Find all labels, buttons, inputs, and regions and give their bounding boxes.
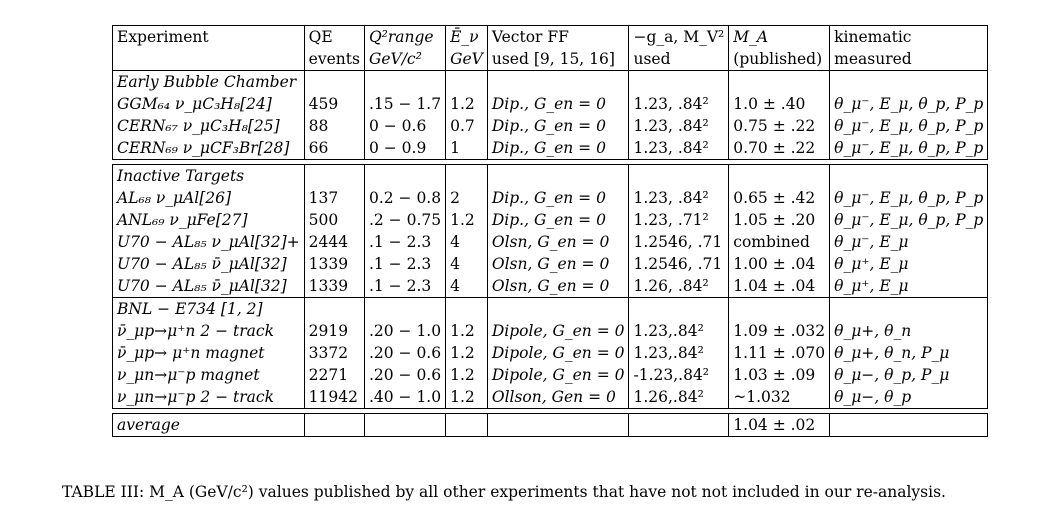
cell-ma: 0.75 ± .22 bbox=[729, 115, 830, 137]
cell-experiment: ANL₆₉ ν_μFe[27] bbox=[113, 209, 305, 231]
cell-q2range: 0.2 − 0.8 bbox=[364, 187, 445, 209]
header-ma-sub: (published) bbox=[729, 48, 830, 71]
cell-kinematic: θ_μ⁺, E_μ bbox=[830, 253, 988, 275]
cell-kinematic: θ_μ⁺, E_μ bbox=[830, 275, 988, 298]
cell-experiment: ν_μn→μ⁻p magnet bbox=[113, 364, 305, 386]
header-experiment: Experiment bbox=[113, 26, 305, 49]
table-row bbox=[113, 275, 988, 298]
table-row bbox=[113, 231, 988, 253]
table-row bbox=[113, 137, 988, 160]
header-experiment-sub bbox=[113, 48, 305, 71]
cell-q2range: 0 − 0.9 bbox=[364, 137, 445, 160]
cell-qe-events: 2271 bbox=[304, 364, 364, 386]
cell-ma: 0.70 ± .22 bbox=[729, 137, 830, 160]
cell-ga-mv: 1.23, .84² bbox=[629, 115, 729, 137]
header-vector-ff: Vector FF bbox=[487, 26, 629, 49]
cell-q2range: .15 − 1.7 bbox=[364, 93, 445, 115]
cell-kinematic: θ_μ⁻, E_μ, θ_p, P_p bbox=[830, 93, 988, 115]
table-row bbox=[113, 115, 988, 137]
cell-energy: 1 bbox=[446, 137, 488, 160]
cell-energy: 1.2 bbox=[446, 342, 488, 364]
header-kinematic: kinematic bbox=[830, 26, 988, 49]
section-title-row bbox=[113, 71, 988, 94]
cell-ma: 1.11 ± .070 bbox=[729, 342, 830, 364]
cell-energy: 4 bbox=[446, 275, 488, 298]
header-q2range-sub: GeV/c² bbox=[364, 48, 445, 71]
header-ga-mv-sub: used bbox=[629, 48, 729, 71]
cell-qe-events: 2444 bbox=[304, 231, 364, 253]
average-label: average bbox=[113, 414, 305, 437]
header-row-2 bbox=[113, 48, 988, 71]
cell-q2range: .1 − 2.3 bbox=[364, 253, 445, 275]
cell-q2range: .20 − 1.0 bbox=[364, 320, 445, 342]
cell-ga-mv: 1.23, .84² bbox=[629, 93, 729, 115]
cell-ga-mv: -1.23,.84² bbox=[629, 364, 729, 386]
cell-ma: ~1.032 bbox=[729, 386, 830, 409]
cell-q2range: .20 − 0.6 bbox=[364, 364, 445, 386]
cell-energy: 1.2 bbox=[446, 93, 488, 115]
cell-vector-ff: Dipole, G_en = 0 bbox=[487, 342, 629, 364]
cell-energy: 1.2 bbox=[446, 364, 488, 386]
cell-qe-events: 66 bbox=[304, 137, 364, 160]
cell-vector-ff: Olsn, G_en = 0 bbox=[487, 253, 629, 275]
cell-energy: 1.2 bbox=[446, 386, 488, 409]
cell-ma: 1.0 ± .40 bbox=[729, 93, 830, 115]
cell-ma: 1.03 ± .09 bbox=[729, 364, 830, 386]
cell-ga-mv: 1.23, .71² bbox=[629, 209, 729, 231]
header-qe-sub: events bbox=[304, 48, 364, 71]
cell-experiment: U70 − AL₈₅ ν_μAl[32]+ bbox=[113, 231, 305, 253]
average-value: 1.04 ± .02 bbox=[729, 414, 830, 437]
cell-ga-mv: 1.23,.84² bbox=[629, 342, 729, 364]
cell-energy: 0.7 bbox=[446, 115, 488, 137]
cell-energy: 1.2 bbox=[446, 209, 488, 231]
table-row bbox=[113, 187, 988, 209]
cell-qe-events: 137 bbox=[304, 187, 364, 209]
cell-experiment: ν̄_μp→ μ⁺n magnet bbox=[113, 342, 305, 364]
header-vector-ff-sub: used [9, 15, 16] bbox=[487, 48, 629, 71]
cell-energy: 1.2 bbox=[446, 320, 488, 342]
cell-kinematic: θ_μ+, θ_n bbox=[830, 320, 988, 342]
cell-q2range: 0 − 0.6 bbox=[364, 115, 445, 137]
cell-q2range: .40 − 1.0 bbox=[364, 386, 445, 409]
header-energy: Ē_ν bbox=[446, 26, 488, 49]
cell-vector-ff: Dip., G_en = 0 bbox=[487, 93, 629, 115]
cell-qe-events: 459 bbox=[304, 93, 364, 115]
cell-qe-events: 500 bbox=[304, 209, 364, 231]
cell-ma: 1.05 ± .20 bbox=[729, 209, 830, 231]
cell-kinematic: θ_μ⁻, E_μ bbox=[830, 231, 988, 253]
cell-ma: 0.65 ± .42 bbox=[729, 187, 830, 209]
cell-experiment: AL₆₈ ν_μAl[26] bbox=[113, 187, 305, 209]
header-energy-sub: GeV bbox=[446, 48, 488, 71]
header-q2range: Q²range bbox=[364, 26, 445, 49]
table-row bbox=[113, 364, 988, 386]
table-row bbox=[113, 320, 988, 342]
cell-qe-events: 11942 bbox=[304, 386, 364, 409]
cell-ga-mv: 1.23, .84² bbox=[629, 187, 729, 209]
header-qe: QE bbox=[304, 26, 364, 49]
cell-qe-events: 2919 bbox=[304, 320, 364, 342]
section-title: BNL − E734 [1, 2] bbox=[113, 298, 305, 321]
cell-vector-ff: Dipole, G_en = 0 bbox=[487, 364, 629, 386]
header-ma: M_A bbox=[729, 26, 830, 49]
table-caption: TABLE III: M_A (GeV/c²) values published by all other experiments that have not not included in our re-analysis. bbox=[62, 483, 946, 501]
experiments-table bbox=[112, 25, 988, 437]
cell-energy: 4 bbox=[446, 253, 488, 275]
cell-ga-mv: 1.23, .84² bbox=[629, 137, 729, 160]
cell-ga-mv: 1.2546, .71 bbox=[629, 253, 729, 275]
cell-kinematic: θ_μ⁻, E_μ, θ_p, P_p bbox=[830, 187, 988, 209]
average-row bbox=[113, 414, 988, 437]
cell-kinematic: θ_μ−, θ_p bbox=[830, 386, 988, 409]
cell-q2range: .1 − 2.3 bbox=[364, 275, 445, 298]
cell-energy: 2 bbox=[446, 187, 488, 209]
cell-experiment: ν̄_μp→μ⁺n 2 − track bbox=[113, 320, 305, 342]
cell-ma: 1.09 ± .032 bbox=[729, 320, 830, 342]
cell-ga-mv: 1.26,.84² bbox=[629, 386, 729, 409]
section-title: Early Bubble Chamber bbox=[113, 71, 305, 94]
cell-vector-ff: Dipole, G_en = 0 bbox=[487, 320, 629, 342]
table-row bbox=[113, 253, 988, 275]
cell-kinematic: θ_μ⁻, E_μ, θ_p, P_p bbox=[830, 115, 988, 137]
cell-experiment: CERN₆₇ ν_μC₃H₈[25] bbox=[113, 115, 305, 137]
cell-experiment: GGM₆₄ ν_μC₃H₈[24] bbox=[113, 93, 305, 115]
cell-ma: 1.00 ± .04 bbox=[729, 253, 830, 275]
cell-q2range: .1 − 2.3 bbox=[364, 231, 445, 253]
cell-kinematic: θ_μ−, θ_p, P_μ bbox=[830, 364, 988, 386]
cell-kinematic: θ_μ+, θ_n, P_μ bbox=[830, 342, 988, 364]
table-row bbox=[113, 209, 988, 231]
cell-vector-ff: Olsn, G_en = 0 bbox=[487, 231, 629, 253]
cell-ga-mv: 1.26, .84² bbox=[629, 275, 729, 298]
section-title: Inactive Targets bbox=[113, 165, 305, 188]
cell-ga-mv: 1.23,.84² bbox=[629, 320, 729, 342]
cell-kinematic: θ_μ⁻, E_μ, θ_p, P_p bbox=[830, 209, 988, 231]
cell-experiment: CERN₆₉ ν_μCF₃Br[28] bbox=[113, 137, 305, 160]
table-row bbox=[113, 342, 988, 364]
cell-ma: combined bbox=[729, 231, 830, 253]
cell-vector-ff: Olsn, G_en = 0 bbox=[487, 275, 629, 298]
cell-ma: 1.04 ± .04 bbox=[729, 275, 830, 298]
section-title-row bbox=[113, 298, 988, 321]
cell-q2range: .20 − 0.6 bbox=[364, 342, 445, 364]
cell-kinematic: θ_μ⁻, E_μ, θ_p, P_p bbox=[830, 137, 988, 160]
cell-experiment: U70 − AL₈₅ ν̄_μAl[32] bbox=[113, 253, 305, 275]
cell-vector-ff: Dip., G_en = 0 bbox=[487, 137, 629, 160]
header-kinematic-sub: measured bbox=[830, 48, 988, 71]
table-row bbox=[113, 386, 988, 409]
cell-qe-events: 3372 bbox=[304, 342, 364, 364]
cell-vector-ff: Dip., G_en = 0 bbox=[487, 209, 629, 231]
section-title-row bbox=[113, 165, 988, 188]
cell-experiment: U70 − AL₈₅ ν̄_μAl[32] bbox=[113, 275, 305, 298]
cell-qe-events: 1339 bbox=[304, 253, 364, 275]
cell-q2range: .2 − 0.75 bbox=[364, 209, 445, 231]
cell-vector-ff: Dip., G_en = 0 bbox=[487, 115, 629, 137]
cell-ga-mv: 1.2546, .71 bbox=[629, 231, 729, 253]
header-ga-mv: −g_a, M_V² bbox=[629, 26, 729, 49]
cell-qe-events: 1339 bbox=[304, 275, 364, 298]
table-row bbox=[113, 93, 988, 115]
cell-energy: 4 bbox=[446, 231, 488, 253]
cell-vector-ff: Dip., G_en = 0 bbox=[487, 187, 629, 209]
cell-experiment: ν_μn→μ⁻p 2 − track bbox=[113, 386, 305, 409]
cell-qe-events: 88 bbox=[304, 115, 364, 137]
header-row-1 bbox=[113, 26, 988, 49]
cell-vector-ff: Ollson, Gen = 0 bbox=[487, 386, 629, 409]
